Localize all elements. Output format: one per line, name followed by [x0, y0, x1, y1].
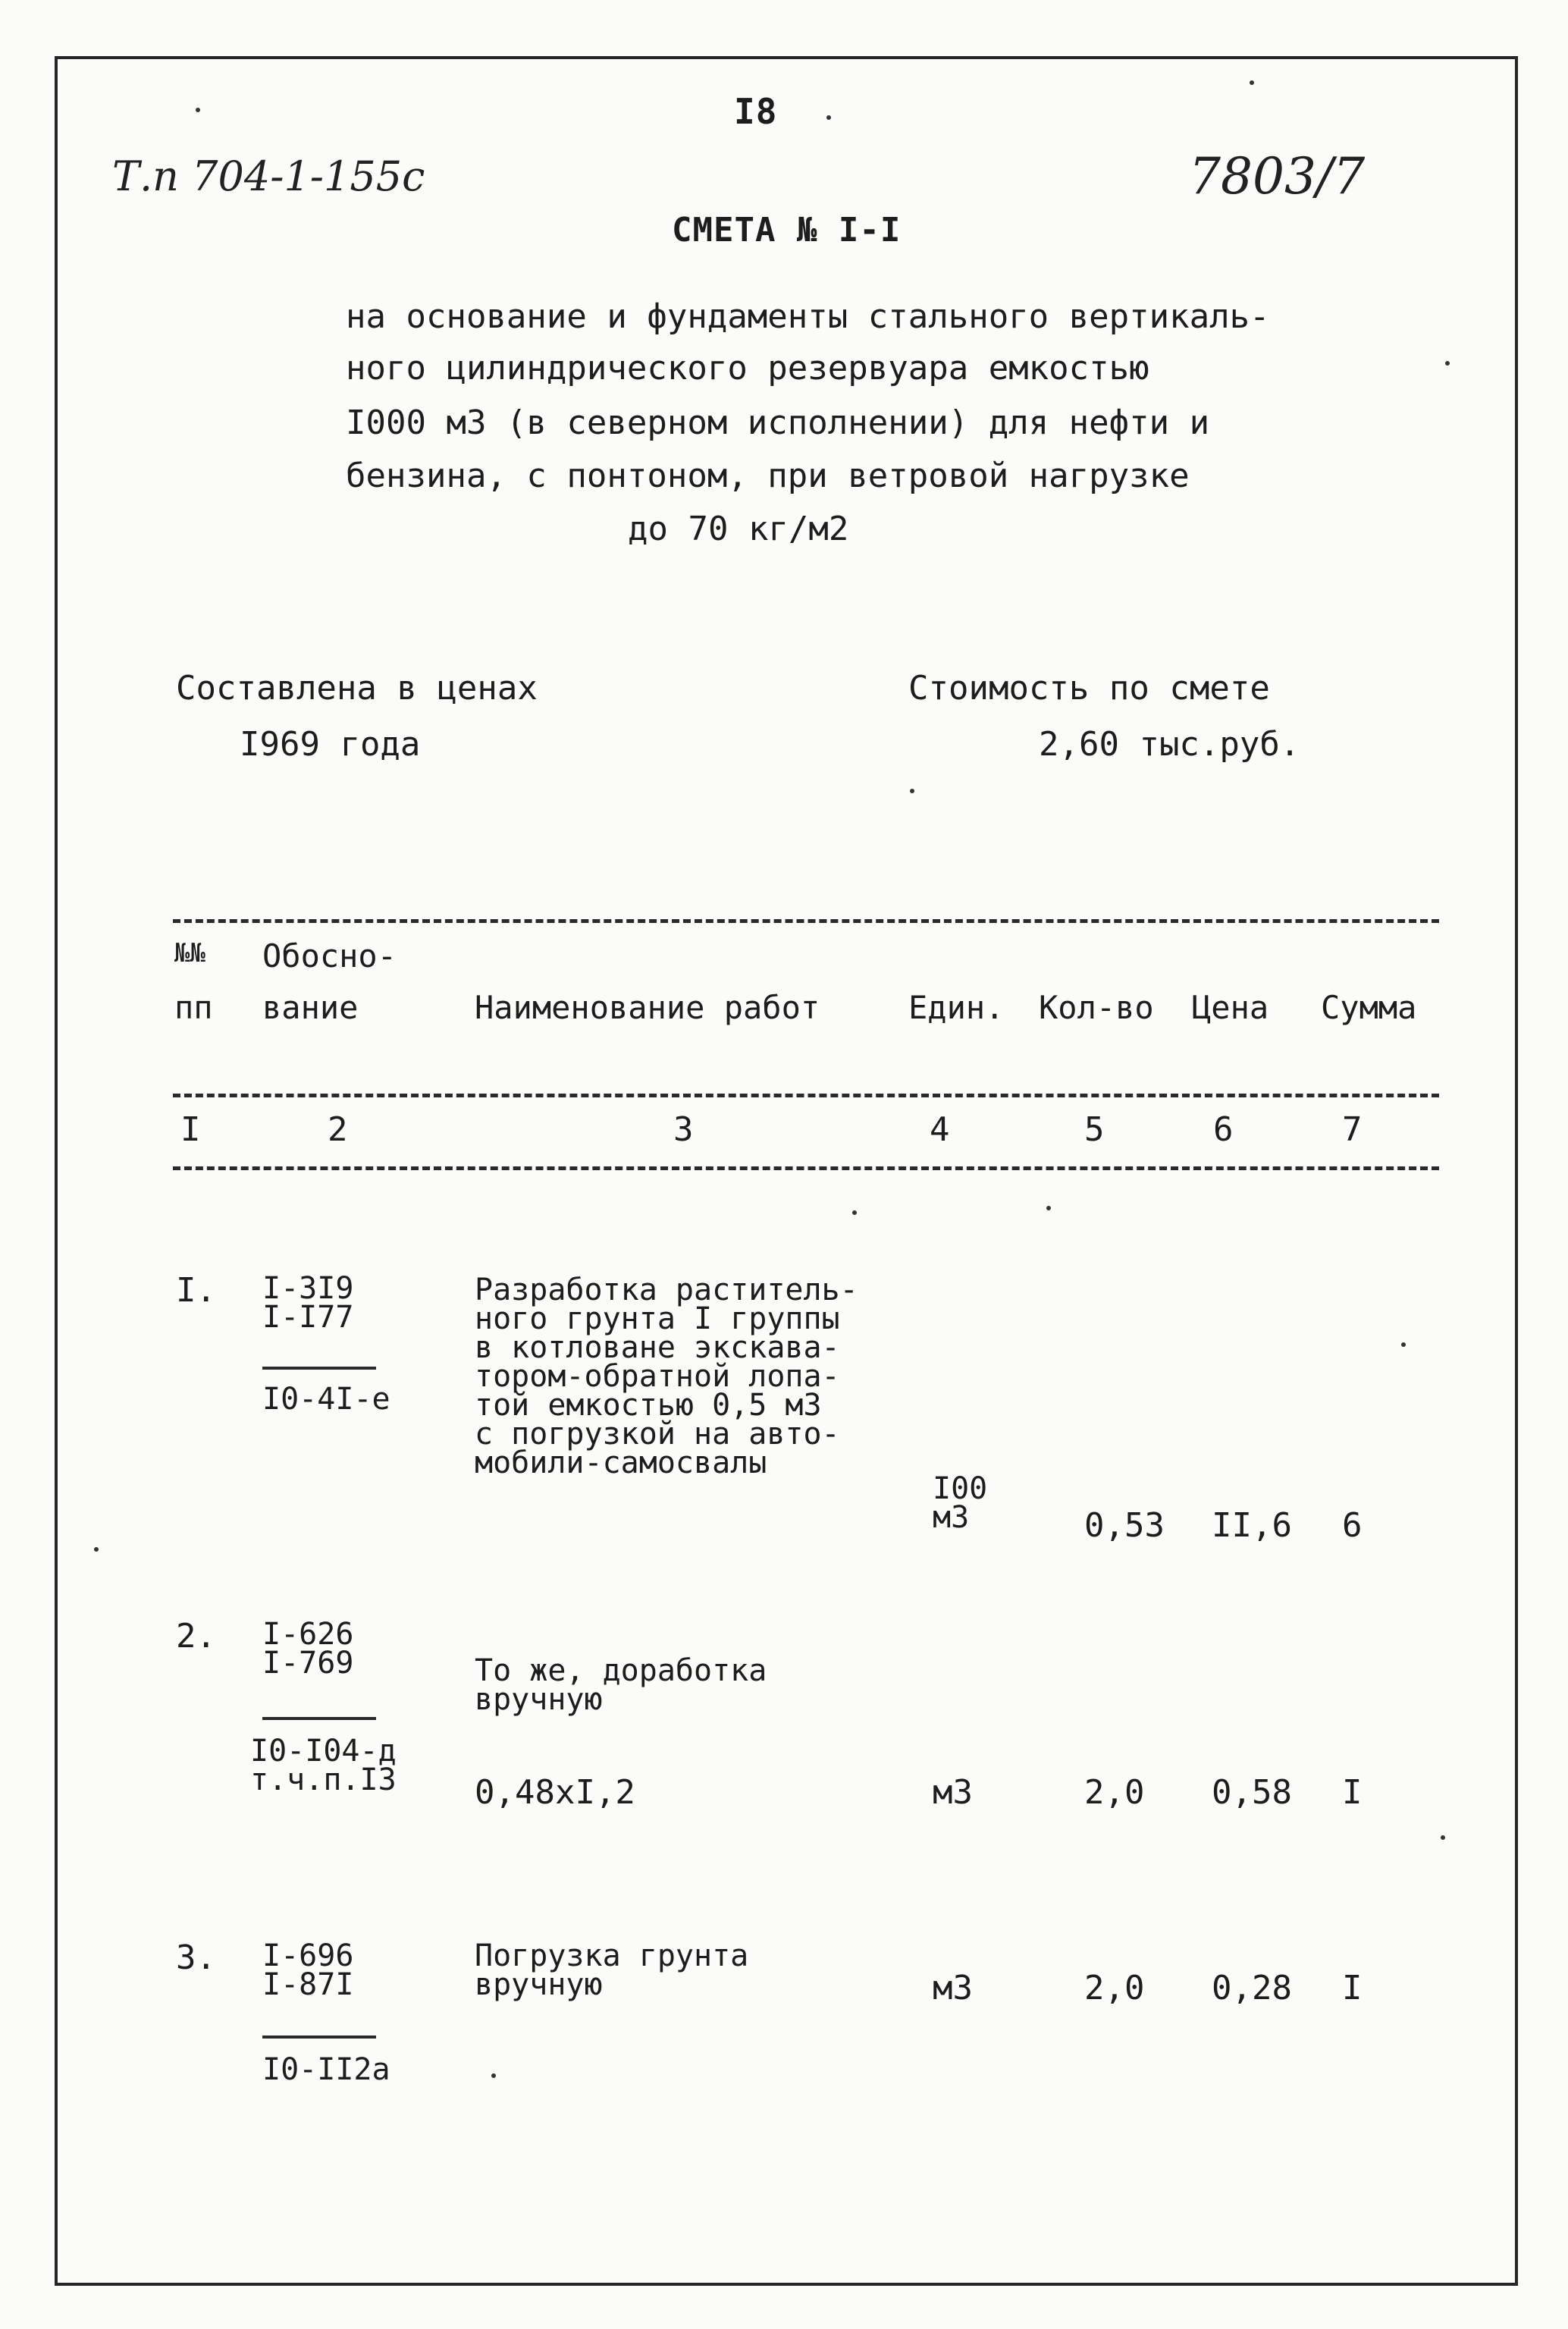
row-number: 2.	[176, 1617, 216, 1656]
scan-speck	[94, 1547, 99, 1552]
row-price: 0,28	[1212, 1969, 1292, 2007]
row-unit: м3	[933, 1773, 973, 1812]
column-number: 3	[673, 1110, 694, 1149]
row-basis-norm: I0-4I-е	[262, 1382, 390, 1417]
page-number: I8	[734, 91, 778, 132]
header-no-line2: пп	[174, 989, 213, 1026]
column-number-rule	[173, 1166, 1439, 1170]
column-number: 6	[1213, 1110, 1234, 1149]
column-number: 2	[328, 1110, 348, 1149]
row-quantity: 2,0	[1084, 1773, 1145, 1812]
row-price: 0,58	[1212, 1773, 1292, 1812]
scan-speck	[910, 789, 914, 793]
table-top-rule	[173, 919, 1439, 923]
scan-speck	[1441, 1835, 1445, 1840]
row-number: 3.	[176, 1938, 216, 1977]
row-work-name: Разработка раститель- ного грунта I группы в котловане экскава- тором-обратной лопа- той емкостью 0,5 м3 с погрузкой на авто- мобили-самосвалы	[475, 1273, 858, 1480]
row-number: I.	[176, 1271, 216, 1310]
row-basis-codes: I-626 I-769	[262, 1617, 354, 1681]
row-basis-norm: I0-II2а	[262, 2052, 390, 2087]
subtitle-line: на основание и фундаменты стального вертикаль-	[346, 297, 1270, 336]
header-price: Цена	[1192, 989, 1269, 1026]
row-quantity: 2,0	[1084, 1969, 1145, 2007]
row-basis-norm: I0-I04-д т.ч.п.I3	[250, 1734, 397, 1797]
row-quantity: 0,53	[1084, 1506, 1165, 1545]
basis-divider	[262, 1367, 376, 1370]
header-work-name: Наименование работ	[475, 989, 820, 1026]
header-no-line1: №№	[174, 938, 205, 968]
prices-year: I969 года	[240, 725, 421, 764]
row-basis-codes: I-3I9 I-I77	[262, 1271, 354, 1335]
basis-divider	[262, 2036, 376, 2039]
column-number: 4	[930, 1110, 950, 1149]
scan-speck	[1401, 1342, 1406, 1347]
scan-speck	[196, 108, 200, 112]
row-sum: 6	[1342, 1506, 1363, 1545]
scan-speck	[1046, 1206, 1051, 1210]
scan-speck	[1445, 361, 1450, 366]
header-rule	[173, 1094, 1439, 1097]
cost-value: 2,60 тыс.руб.	[1039, 725, 1300, 764]
cost-label: Стоимость по смете	[908, 669, 1270, 708]
column-number: 7	[1342, 1110, 1363, 1149]
subtitle-line: бензина, с понтоном, при ветровой нагрузке	[346, 457, 1190, 495]
subtitle-line: ного цилиндрического резервуара емкостью	[346, 349, 1149, 388]
prices-label: Составлена в ценах	[176, 669, 538, 708]
row-sum: I	[1342, 1969, 1363, 2007]
column-number: 5	[1084, 1110, 1105, 1149]
scan-speck	[491, 2073, 496, 2078]
estimate-title: СМЕТА № I-I	[672, 211, 902, 250]
header-unit: Един.	[908, 989, 1005, 1026]
column-number: I	[180, 1110, 201, 1149]
row-unit: I00 м3	[933, 1471, 988, 1535]
row-sum: I	[1342, 1773, 1363, 1812]
subtitle-line: I000 м3 (в северном исполнении) для нефти и	[346, 403, 1210, 442]
row-price: II,6	[1212, 1506, 1292, 1545]
header-sum: Сумма	[1321, 989, 1417, 1026]
row-work-name: Погрузка грунта вручную	[475, 1938, 749, 2002]
row-basis-codes: I-696 I-87I	[262, 1938, 354, 2002]
scan-speck	[852, 1210, 857, 1215]
handwritten-archive-number: 7803/7	[1189, 147, 1366, 206]
scan-speck	[826, 115, 831, 120]
row-unit: м3	[933, 1969, 973, 2007]
scan-speck	[1250, 80, 1254, 85]
row-formula: 0,48хI,2	[475, 1773, 635, 1812]
header-basis-line1: Обосно-	[262, 937, 397, 975]
row-work-name: То же, доработка вручную	[475, 1653, 767, 1717]
header-basis-line2: вание	[262, 989, 359, 1026]
handwritten-project-code: Т.п 704-1-155с	[112, 152, 425, 200]
header-quantity: Кол-во	[1039, 989, 1154, 1026]
subtitle-line: до 70 кг/м2	[628, 510, 849, 548]
basis-divider	[262, 1717, 376, 1720]
